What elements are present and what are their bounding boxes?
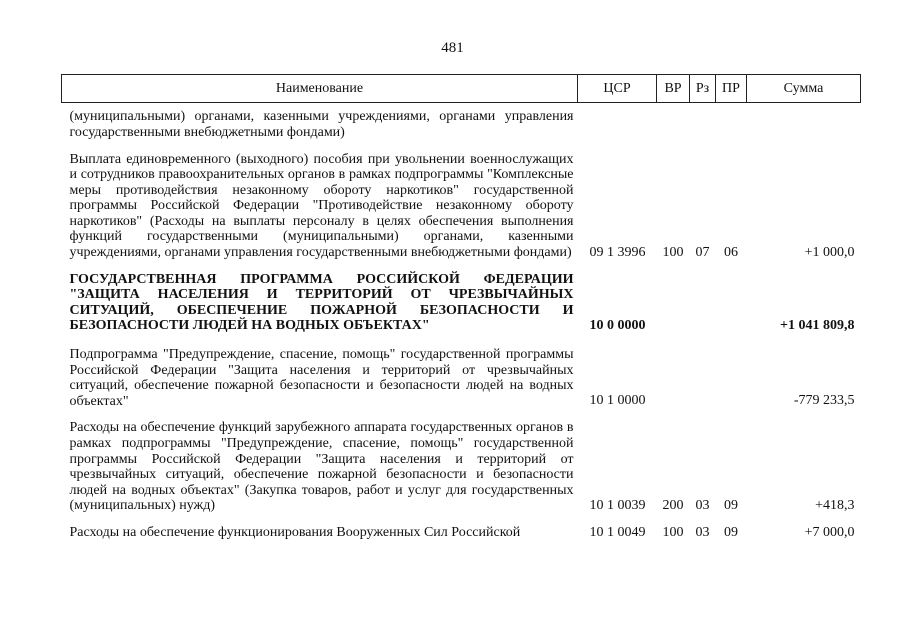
table-row bbox=[62, 525, 861, 541]
row-sum: +418,3 bbox=[815, 497, 855, 513]
header-name: Наименование bbox=[62, 75, 578, 103]
header-vr: ВР bbox=[657, 75, 690, 103]
page-number: 481 bbox=[441, 40, 464, 56]
row-csr: 09 1 3996 bbox=[589, 244, 646, 260]
table-row bbox=[62, 272, 861, 334]
row-vr bbox=[657, 272, 690, 334]
row-vr: 100 bbox=[662, 524, 684, 540]
row-name: Расходы на обеспечение функционирования Вооруженных Сил Российской bbox=[69, 525, 521, 541]
header-csr: ЦСР bbox=[578, 75, 657, 103]
table-row bbox=[62, 347, 861, 409]
row-sum: +7 000,0 bbox=[804, 524, 855, 540]
row-csr: 10 1 0000 bbox=[589, 393, 646, 409]
row-csr bbox=[578, 103, 657, 141]
row-rz bbox=[690, 103, 716, 141]
row-sum: +1 041 809,8 bbox=[780, 318, 855, 334]
row-vr bbox=[657, 347, 690, 409]
row-name: Выплата единовременного (выходного) пособия при увольнении военнослужащих и сотрудников правоохранительных органов в рамках подпрограммы "Комплексные меры противодействия незаконному обороту наркотиков" государственной программы Российской Федерации "Противодействие незаконному обороту наркотиков" (Расходы на выплаты персоналу в целях обеспечения выполнения функций государственными (муниципальными) органами, казенными учреждениями, органами управления государственными внебюджетными фондами) bbox=[69, 151, 574, 261]
budget-table bbox=[61, 74, 861, 541]
row-vr bbox=[657, 103, 690, 141]
row-vr: 100 bbox=[662, 244, 684, 260]
row-rz bbox=[690, 272, 716, 334]
row-name: Подпрограмма "Предупреждение, спасение, помощь" государственной программы Российской Федерации "Защита населения и территорий от чрезвычайных ситуаций, обеспечение пожарной безопасности и безопасности людей на водных объектах" bbox=[69, 347, 574, 409]
row-pr: 09 bbox=[724, 524, 738, 540]
row-name: (муниципальными) органами, казенными учреждениями, органами управления государственными внебюджетными фондами) bbox=[69, 109, 574, 140]
row-vr: 200 bbox=[662, 497, 684, 513]
row-csr: 10 1 0039 bbox=[589, 497, 646, 513]
row-rz bbox=[690, 347, 716, 409]
row-sum: +1 000,0 bbox=[804, 244, 855, 260]
row-name: Расходы на обеспечение функций зарубежного аппарата государственных органов в рамках подпрограммы "Предупреждение, спасение, помощь" государственной программы Российской Федерации "Защита населения и территорий от чрезвычайных ситуаций, обеспечение пожарной безопасности и безопасности людей на водных объектах" (Закупка товаров, работ и услуг для государственных (муниципальных) нужд) bbox=[69, 420, 574, 514]
row-csr: 10 0 0000 bbox=[589, 318, 646, 334]
row-pr: 06 bbox=[724, 244, 738, 260]
table-row bbox=[62, 152, 861, 261]
row-pr bbox=[716, 103, 747, 141]
row-pr bbox=[716, 272, 747, 334]
header-rz: Рз bbox=[690, 75, 716, 103]
row-name: ГОСУДАРСТВЕННАЯ ПРОГРАММА РОССИЙСКОЙ ФЕДЕРАЦИИ "ЗАЩИТА НАСЕЛЕНИЯ И ТЕРРИТОРИЙ ОТ ЧРЕЗВЫЧАЙНЫХ СИТУАЦИЙ, ОБЕСПЕЧЕНИЕ ПОЖАРНОЙ БЕЗОПАСНОСТИ И БЕЗОПАСНОСТИ ЛЮДЕЙ НА ВОДНЫХ ОБЪЕКТАХ" bbox=[69, 271, 574, 334]
table-row bbox=[62, 103, 861, 141]
row-sum: -779 233,5 bbox=[793, 393, 855, 409]
header-sum: Сумма bbox=[747, 75, 861, 103]
table-row bbox=[62, 420, 861, 514]
row-pr: 09 bbox=[724, 497, 738, 513]
row-sum bbox=[747, 103, 861, 141]
table-header-row bbox=[62, 75, 861, 103]
row-rz: 03 bbox=[695, 497, 710, 513]
row-rz: 07 bbox=[695, 244, 710, 260]
row-pr bbox=[716, 347, 747, 409]
header-pr: ПР bbox=[716, 75, 747, 103]
row-csr: 10 1 0049 bbox=[589, 524, 646, 540]
row-rz: 03 bbox=[695, 524, 710, 540]
